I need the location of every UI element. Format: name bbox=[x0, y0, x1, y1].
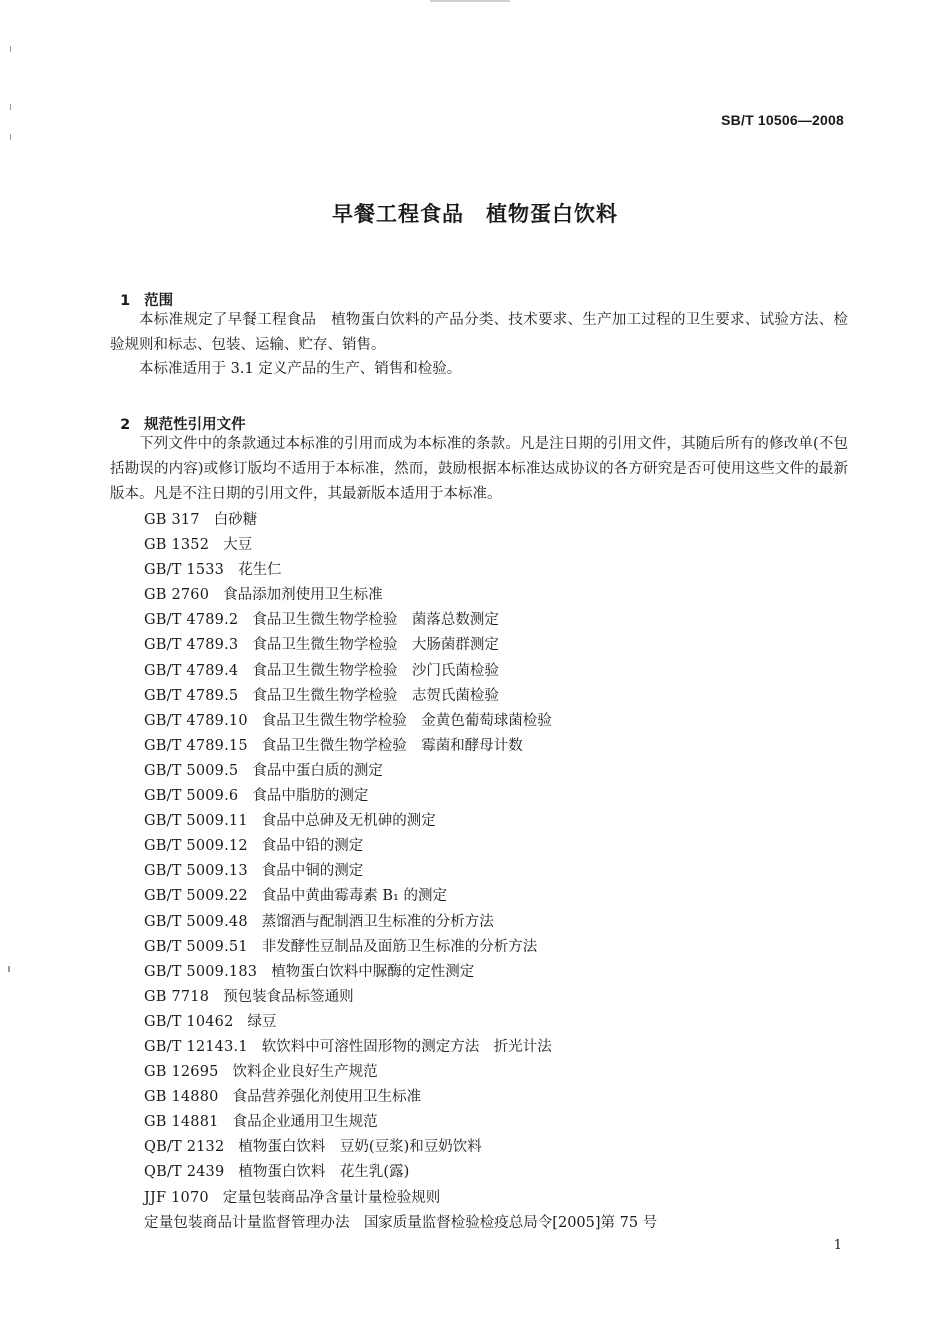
reference-code: GB/T 4789.4 bbox=[144, 662, 239, 679]
reference-title: 食品中脂肪的测定 bbox=[252, 788, 369, 805]
reference-item bbox=[144, 558, 657, 583]
reference-item bbox=[144, 1211, 657, 1236]
reference-code: GB/T 5009.13 bbox=[144, 863, 248, 880]
reference-code: GB/T 5009.22 bbox=[144, 888, 248, 905]
reference-title: 蒸馏酒与配制酒卫生标准的分析方法 bbox=[261, 913, 494, 930]
reference-code: GB 317 bbox=[144, 512, 200, 528]
reference-title: 食品卫生微生物学检验 金黄色葡萄球菌检验 bbox=[261, 712, 552, 729]
reference-code: GB/T 5009.51 bbox=[144, 938, 248, 955]
normative-reference-list bbox=[144, 508, 657, 1236]
reference-item bbox=[144, 659, 657, 684]
reference-item bbox=[144, 910, 657, 935]
reference-item bbox=[144, 709, 657, 734]
paragraph-text: 下列文件中的条款通过本标准的引用而成为本标准的条款。凡是注日期的引用文件，其随后所有的修改单(不包括勘误的内容)或修订版均不适用于本标准，然而，鼓励根据本标准达成协议的各方研究是否可使用这些文件的最新版本。凡是不注日期的引用文件，其最新版本适用于本标准。 bbox=[110, 436, 848, 502]
section-title: 规范性引用文件 bbox=[144, 417, 246, 433]
reference-item bbox=[144, 884, 657, 909]
reference-code: GB/T 5009.183 bbox=[144, 963, 258, 980]
reference-title: 植物蛋白饮料中脲酶的定性测定 bbox=[271, 963, 475, 980]
document-title: 早餐工程食品 植物蛋白饮料 bbox=[332, 202, 618, 226]
reference-item bbox=[144, 1160, 657, 1185]
reference-title: 食品中黄曲霉毒素 B₁ 的测定 bbox=[261, 888, 447, 905]
reference-code: QB/T 2439 bbox=[144, 1164, 225, 1181]
reference-title: 食品中铅的测定 bbox=[261, 838, 364, 855]
section-1-heading bbox=[110, 273, 173, 310]
reference-title: 食品营养强化剂使用卫生标准 bbox=[232, 1089, 422, 1106]
reference-item bbox=[144, 583, 657, 608]
reference-title: 食品卫生微生物学检验 大肠菌群测定 bbox=[252, 637, 499, 654]
reference-item bbox=[144, 985, 657, 1010]
reference-title: 植物蛋白饮料 豆奶(豆浆)和豆奶饮料 bbox=[238, 1139, 482, 1156]
reference-item bbox=[144, 633, 657, 658]
reference-title: 食品中铜的测定 bbox=[261, 863, 364, 880]
reference-item bbox=[144, 1110, 657, 1135]
section-1-paragraph bbox=[110, 357, 848, 382]
reference-item bbox=[144, 809, 657, 834]
section-2-heading bbox=[110, 397, 246, 434]
reference-item bbox=[144, 608, 657, 633]
reference-code: GB/T 1533 bbox=[144, 562, 225, 579]
reference-code: GB/T 5009.5 bbox=[144, 762, 239, 779]
reference-code: GB/T 4789.3 bbox=[144, 637, 239, 654]
reference-code: GB/T 4789.10 bbox=[144, 712, 248, 729]
reference-code: GB/T 4789.5 bbox=[144, 687, 239, 704]
reference-title: 食品卫生微生物学检验 菌落总数测定 bbox=[252, 612, 499, 629]
reference-code: JJF 1070 bbox=[144, 1189, 209, 1206]
reference-item bbox=[144, 859, 657, 884]
reference-item bbox=[144, 1060, 657, 1085]
reference-code: GB/T 10462 bbox=[144, 1013, 234, 1030]
reference-item bbox=[144, 1135, 657, 1160]
paragraph-text: 本标准适用于 3.1 定义产品的生产、销售和检验。 bbox=[139, 361, 462, 377]
reference-item bbox=[144, 533, 657, 558]
reference-code: GB 1352 bbox=[144, 537, 210, 554]
reference-code: GB 2760 bbox=[144, 587, 210, 604]
reference-title: 食品卫生微生物学检验 霉菌和酵母计数 bbox=[261, 737, 523, 754]
reference-code: GB 14880 bbox=[144, 1089, 219, 1106]
reference-item bbox=[144, 784, 657, 809]
reference-code: GB/T 5009.11 bbox=[144, 813, 248, 830]
reference-item bbox=[144, 508, 657, 533]
reference-code: GB/T 12143.1 bbox=[144, 1038, 248, 1055]
reference-title: 非发酵性豆制品及面筋卫生标准的分析方法 bbox=[261, 938, 538, 955]
section-title: 范围 bbox=[144, 293, 174, 309]
scan-mark bbox=[10, 104, 11, 110]
reference-code: GB 7718 bbox=[144, 988, 210, 1005]
section-number: 1 bbox=[120, 293, 131, 309]
reference-title: 食品卫生微生物学检验 志贺氏菌检验 bbox=[252, 687, 499, 704]
reference-code: QB/T 2132 bbox=[144, 1139, 225, 1156]
reference-code: GB/T 4789.15 bbox=[144, 737, 248, 754]
reference-code: GB/T 5009.48 bbox=[144, 913, 248, 930]
reference-title: 绿豆 bbox=[247, 1013, 277, 1030]
standard-code: SB/T 10506—2008 bbox=[721, 112, 844, 128]
page-number: 1 bbox=[833, 1238, 842, 1253]
reference-item bbox=[144, 960, 657, 985]
reference-title: 食品企业通用卫生规范 bbox=[232, 1114, 378, 1131]
reference-item bbox=[144, 734, 657, 759]
reference-title: 食品卫生微生物学检验 沙门氏菌检验 bbox=[252, 662, 499, 679]
reference-item bbox=[144, 1035, 657, 1060]
section-1-paragraph bbox=[110, 308, 848, 358]
reference-code: GB 14881 bbox=[144, 1114, 219, 1131]
reference-item bbox=[144, 1010, 657, 1035]
scan-mark bbox=[10, 134, 11, 140]
reference-title: 食品中总砷及无机砷的测定 bbox=[261, 813, 436, 830]
reference-title: 花生仁 bbox=[238, 562, 282, 579]
reference-code: GB 12695 bbox=[144, 1064, 219, 1081]
reference-item bbox=[144, 684, 657, 709]
scan-mark bbox=[8, 966, 10, 972]
reference-title: 大豆 bbox=[223, 537, 253, 554]
reference-code: GB/T 5009.12 bbox=[144, 838, 248, 855]
reference-title: 食品添加剂使用卫生标准 bbox=[223, 587, 383, 604]
reference-title: 饮料企业良好生产规范 bbox=[232, 1064, 378, 1081]
reference-title: 定量包装商品净含量计量检验规则 bbox=[222, 1189, 441, 1206]
reference-title: 软饮料中可溶性固形物的测定方法 折光计法 bbox=[261, 1038, 552, 1055]
paragraph-text: 本标准规定了早餐工程食品 植物蛋白饮料的产品分类、技术要求、生产加工过程的卫生要求、试验方法、检验规则和标志、包装、运输、贮存、销售。 bbox=[110, 312, 848, 353]
reference-title: 白砂糖 bbox=[213, 512, 258, 528]
scan-mark bbox=[430, 0, 510, 2]
section-2-paragraph bbox=[110, 432, 848, 507]
reference-item bbox=[144, 935, 657, 960]
reference-code: 定量包装商品计量监督管理办法 bbox=[144, 1214, 350, 1231]
reference-code: GB/T 4789.2 bbox=[144, 612, 239, 629]
reference-title: 植物蛋白饮料 花生乳(露) bbox=[238, 1164, 410, 1181]
reference-code: GB/T 5009.6 bbox=[144, 788, 239, 805]
scan-mark bbox=[10, 46, 11, 52]
section-number: 2 bbox=[120, 417, 131, 433]
reference-item bbox=[144, 1085, 657, 1110]
reference-title: 预包装食品标签通则 bbox=[223, 988, 354, 1005]
reference-item bbox=[144, 759, 657, 784]
reference-item bbox=[144, 1186, 657, 1211]
reference-title: 国家质量监督检验检疫总局令[2005]第 75 号 bbox=[363, 1214, 658, 1231]
reference-item bbox=[144, 834, 657, 859]
reference-title: 食品中蛋白质的测定 bbox=[252, 762, 383, 779]
